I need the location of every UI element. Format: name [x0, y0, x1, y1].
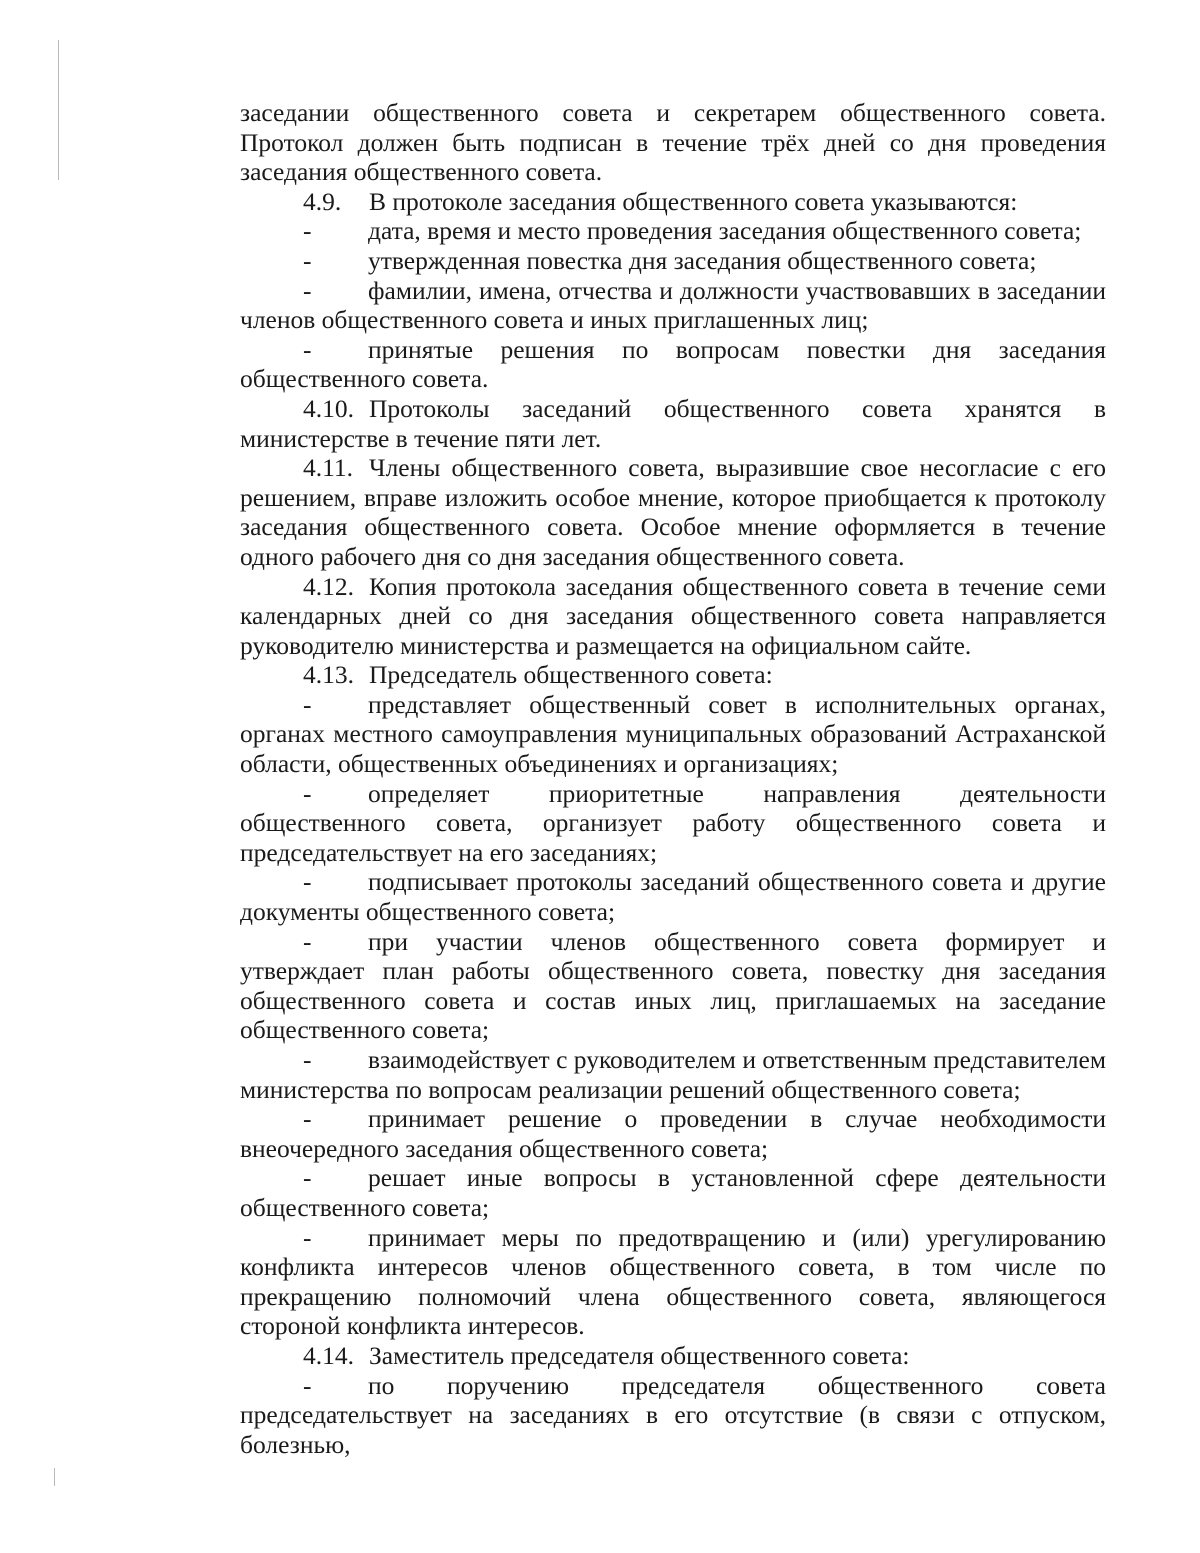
bullet-text: принимает решение о проведении в случае необходимости внеочередного заседания общественного совета;	[240, 1104, 1106, 1163]
paragraph-text: Члены общественного совета, выразившие свое несогласие с его решением, вправе изложить особое мнение, которое приобщается к протоколу заседания общественного совета. Особое мнение оформляется в течение одного рабочего дня со дня заседания общественного совета.	[240, 453, 1106, 571]
bullet-item	[240, 246, 1106, 276]
paragraph-text: Заместитель председателя общественного совета:	[369, 1340, 910, 1370]
numbered-paragraph	[240, 572, 1106, 661]
bullet-dash: -	[303, 275, 312, 305]
scan-edge-mark	[54, 1468, 55, 1486]
bullet-text: по поручению председателя общественного совета председательствует на заседаниях в его отсутствие (в связи с отпуском, болезнью,	[240, 1370, 1106, 1459]
bullet-dash: -	[303, 926, 312, 956]
numbered-paragraph	[240, 1341, 1106, 1371]
bullet-dash: -	[303, 245, 312, 275]
paragraph-text: Протоколы заседаний общественного совета хранятся в министерстве в течение пяти лет.	[240, 393, 1106, 453]
bullet-text: утвержденная повестка дня заседания общественного совета;	[368, 245, 1037, 275]
bullet-item	[240, 779, 1106, 868]
bullet-text: принятые решения по вопросам повестки дня заседания общественного совета.	[240, 334, 1106, 394]
bullet-dash: -	[303, 778, 312, 808]
bullet-text: представляет общественный совет в исполнительных органах, органах местного самоуправления муниципальных образований Астраханской области, общественных объединениях и организациях;	[240, 689, 1106, 779]
bullet-text: дата, время и место проведения заседания общественного совета;	[368, 216, 1082, 246]
bullet-dash: -	[303, 867, 312, 897]
paragraph-text: Председатель общественного совета:	[369, 660, 773, 690]
bullet-item	[240, 276, 1106, 335]
paragraph-number: 4.10.	[303, 393, 354, 423]
bullet-text: определяет приоритетные направления деятельности общественного совета, организует работу общественного совета и председательствует на его заседаниях;	[240, 778, 1106, 867]
paragraph-text: Копия протокола заседания общественного совета в течение семи календарных дней со дня заседания общественного совета направляется руководителю министерства и размещается на официальном сайте.	[240, 571, 1106, 660]
bullet-text: решает иные вопросы в установленной сфере деятельности общественного совета;	[240, 1163, 1106, 1222]
numbered-paragraph	[240, 453, 1106, 571]
bullet-dash: -	[303, 1163, 312, 1193]
document-items	[240, 187, 1106, 1460]
bullet-text: фамилии, имена, отчества и должности участвовавших в заседании членов общественного совета и иных приглашенных лиц;	[240, 275, 1106, 335]
bullet-item	[240, 690, 1106, 779]
bullet-item	[240, 1045, 1106, 1104]
paragraph-number: 4.11.	[303, 453, 354, 483]
bullet-item	[240, 216, 1106, 246]
paragraph-text: В протоколе заседания общественного совета указываются:	[369, 186, 1018, 216]
bullet-dash: -	[303, 334, 312, 364]
bullet-dash: -	[303, 1045, 312, 1074]
bullet-dash: -	[303, 1370, 312, 1400]
numbered-paragraph	[240, 394, 1106, 453]
bullet-item	[240, 867, 1106, 926]
bullet-text: при участии членов общественного совета формирует и утверждает план работы общественного совета, повестку дня заседания общественного совета и состав иных лиц, приглашаемых на заседание общественного совета;	[240, 926, 1106, 1045]
paragraph-number: 4.14.	[303, 1340, 354, 1370]
document-body	[240, 98, 1106, 1459]
bullet-dash: -	[303, 689, 312, 719]
opening-paragraph: заседании общественного совета и секретарем общественного совета. Протокол должен быть подписан в течение трёх дней со дня проведения заседания общественного совета.	[240, 98, 1106, 187]
numbered-paragraph	[240, 660, 1106, 690]
numbered-paragraph	[240, 187, 1106, 217]
bullet-text: принимает меры по предотвращению и (или) урегулированию конфликта интересов членов общественного совета, в том числе по прекращению полномочий члена общественного совета, являющегося стороной конфликта интересов.	[240, 1222, 1106, 1341]
bullet-text: подписывает протоколы заседаний общественного совета и другие документы общественного совета;	[240, 867, 1106, 927]
paragraph-number: 4.12.	[303, 571, 354, 601]
bullet-dash: -	[303, 1222, 312, 1252]
bullet-item	[240, 1163, 1106, 1222]
paragraph-number: 4.9.	[303, 186, 342, 216]
bullet-item	[240, 335, 1106, 394]
bullet-item	[240, 1223, 1106, 1341]
bullet-dash: -	[303, 216, 312, 246]
bullet-item	[240, 1104, 1106, 1163]
bullet-text: взаимодействует с руководителем и ответственным представителем министерства по вопросам реализации решений общественного совета;	[240, 1045, 1106, 1104]
bullet-dash: -	[303, 1104, 312, 1134]
bullet-item	[240, 1371, 1106, 1460]
scan-edge-mark	[58, 40, 59, 180]
paragraph-number: 4.13.	[303, 660, 354, 690]
bullet-item	[240, 927, 1106, 1045]
